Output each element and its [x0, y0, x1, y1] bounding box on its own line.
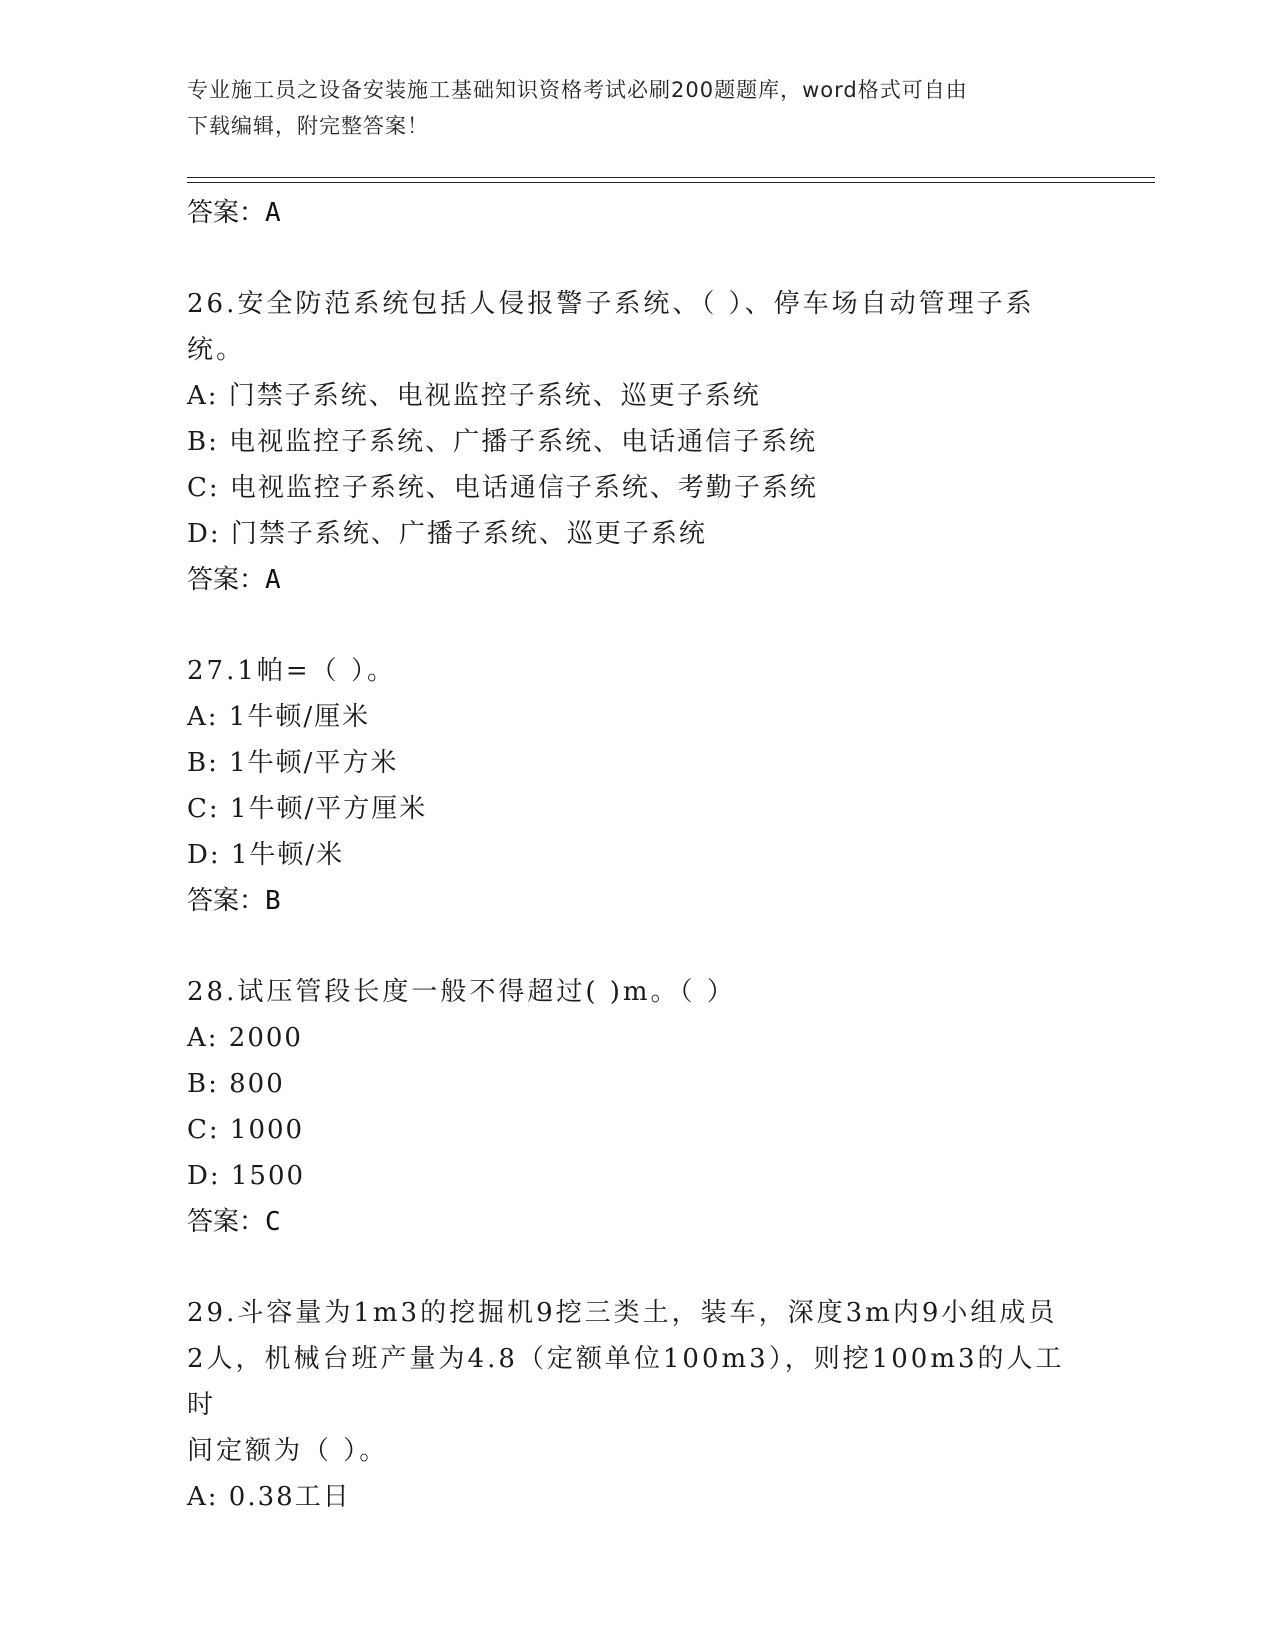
answer-label: 答案：: [187, 198, 266, 228]
question-stem-line: 29.斗容量为1m3的挖掘机9挖三类土，装车，深度3m内9小组成员: [187, 1298, 1058, 1328]
page-header: [187, 72, 1067, 144]
answer-value: A: [265, 198, 281, 228]
question-stem-line: 间定额为（ ）。: [187, 1436, 389, 1466]
option-item: D: 门禁子系统、广播子系统、巡更子系统: [187, 519, 707, 549]
option-item: B: 电视监控子系统、广播子系统、电话通信子系统: [187, 427, 818, 457]
option-item: D: 1牛顿/米: [187, 840, 345, 870]
answer-label: 答案：: [187, 565, 266, 595]
option-item: C: 电视监控子系统、电话通信子系统、考勤子系统: [187, 473, 818, 503]
question-stem: [187, 281, 1087, 373]
question-stem: [187, 1290, 1087, 1474]
question-stem: [187, 648, 1087, 694]
answer-line: [187, 557, 1087, 603]
question-stem-line: 27.1帕=（ ）。: [187, 656, 396, 686]
question-stem-line: 2人，机械台班产量为4.8（定额单位100m3），则挖100m3的人工时: [187, 1344, 1065, 1420]
option-item: B: 800: [187, 1069, 285, 1099]
question-block: [187, 648, 1087, 924]
question-stem-line: 统。: [187, 335, 246, 365]
option-item: B: 1牛顿/平方米: [187, 748, 399, 778]
option-item: A: 2000: [187, 1023, 303, 1053]
question-block: [187, 281, 1087, 603]
question-stem: [187, 969, 1087, 1015]
header-divider-bottom: [187, 182, 1155, 183]
question-block: [187, 969, 1087, 1245]
answer-line: [187, 190, 1087, 236]
header-line-2: 下载编辑，附完整答案！: [187, 114, 429, 138]
option-item: A: 1牛顿/厘米: [187, 702, 371, 732]
question-stem-line: 28.试压管段长度一般不得超过( )m。（ ）: [187, 977, 736, 1007]
option-item: A: 0.38工日: [187, 1482, 351, 1512]
option-item: D: 1500: [187, 1161, 306, 1191]
question-stem-line: 26.安全防范系统包括人侵报警子系统、（ ）、停车场自动管理子系: [187, 289, 1035, 319]
header-line-1: 专业施工员之设备安装施工基础知识资格考试必刷200题题库，word格式可自由: [187, 78, 968, 102]
answer-label: 答案：: [187, 886, 266, 916]
answer-value: B: [265, 886, 281, 916]
answer-value: C: [265, 1207, 281, 1237]
option-item: A: 门禁子系统、电视监控子系统、巡更子系统: [187, 381, 761, 411]
header-divider-top: [187, 177, 1155, 178]
option-item: C: 1000: [187, 1115, 305, 1145]
question-list: [187, 190, 1087, 1520]
option-item: C: 1牛顿/平方厘米: [187, 794, 428, 824]
answer-label: 答案：: [187, 1207, 266, 1237]
answer-line: [187, 1199, 1087, 1245]
question-block: [187, 1290, 1087, 1520]
answer-line: [187, 878, 1087, 924]
answer-value: A: [265, 565, 281, 595]
